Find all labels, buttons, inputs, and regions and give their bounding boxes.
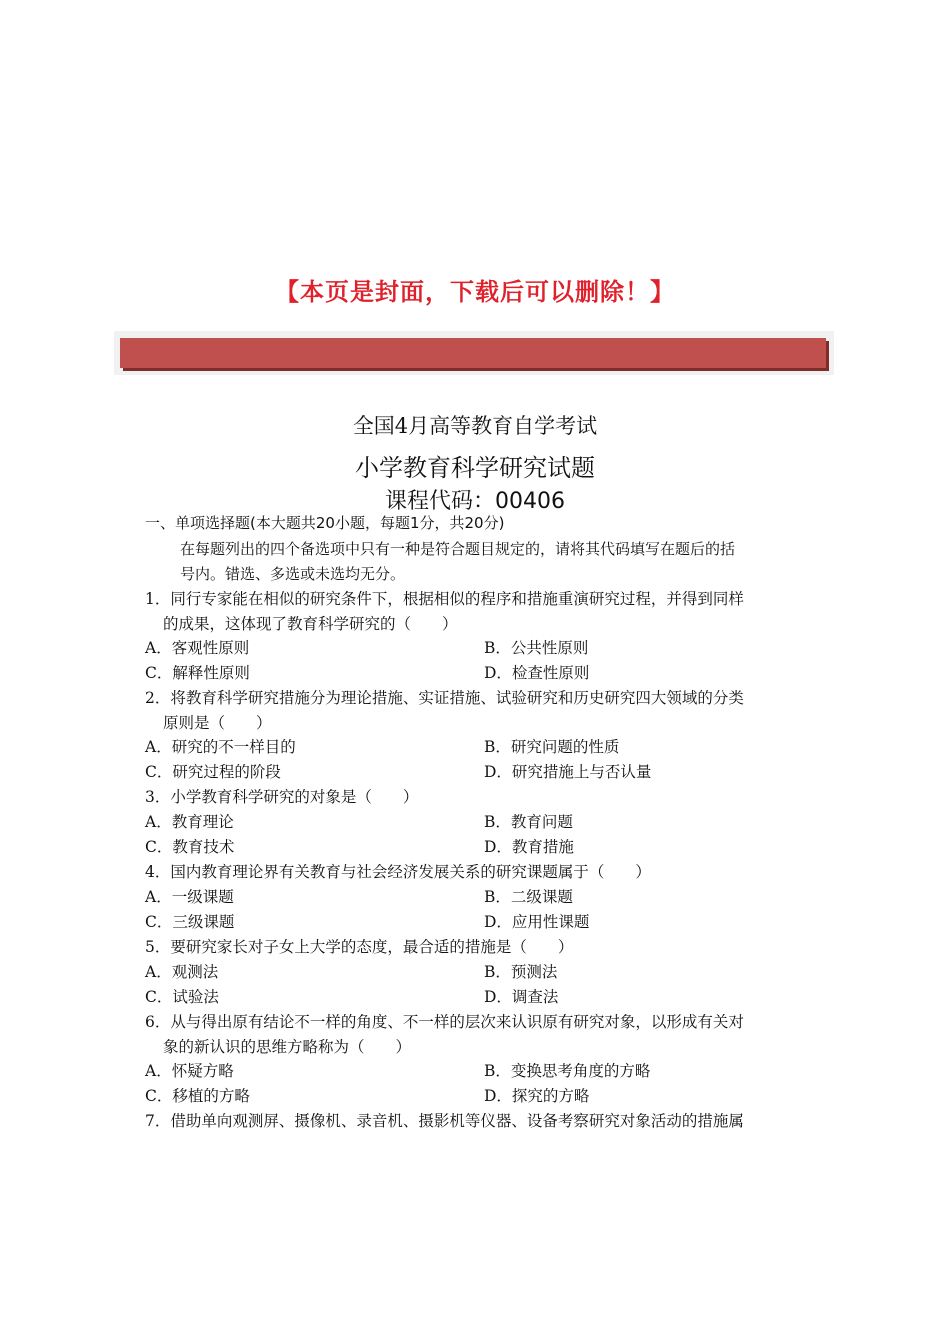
question-1 xyxy=(145,587,810,637)
question-text-cont: 的成果，这体现了教育科学研究的（ ） xyxy=(163,614,458,633)
course-code: 课程代码：00406 xyxy=(385,489,565,514)
option-b: B．二级课题 xyxy=(484,888,573,906)
cover-delete-note: 【本页是封面，下载后可以删除！】 xyxy=(275,278,675,306)
option-c: C．三级课题 xyxy=(145,913,235,931)
option-b: B．研究问题的性质 xyxy=(484,738,620,756)
option-c: C．试验法 xyxy=(145,988,219,1006)
option-b: B．教育问题 xyxy=(484,813,573,831)
option-d: D．调查法 xyxy=(484,988,559,1006)
question-3 xyxy=(145,785,810,810)
option-d: D．研究措施上与否认量 xyxy=(484,763,652,781)
exam-title: 全国4月高等教育自学考试 xyxy=(352,414,598,438)
question-5 xyxy=(145,935,810,960)
question-text: 5．要研究家长对子女上大学的态度，最合适的措施是（ ） xyxy=(145,938,574,956)
option-d: D．检查性原则 xyxy=(484,664,590,682)
option-a: A．观测法 xyxy=(145,963,219,981)
option-c: C．移植的方略 xyxy=(145,1087,250,1105)
option-b: B．公共性原则 xyxy=(484,639,589,657)
option-a: A．怀疑方略 xyxy=(145,1062,234,1080)
question-text-cont: 象的新认识的思维方略称为（ ） xyxy=(163,1037,412,1056)
instruction-line: 号内。错选、多选或未选均无分。 xyxy=(180,565,406,583)
option-c: C．教育技术 xyxy=(145,838,235,856)
option-c: C．解释性原则 xyxy=(145,664,250,682)
section-instruction xyxy=(180,537,810,587)
question-text: 1．同行专家能在相似的研究条件下，根据相似的程序和措施重演研究过程，并得到同样 xyxy=(145,590,744,608)
question-text-cont: 原则是（ ） xyxy=(163,713,272,732)
question-7 xyxy=(145,1109,810,1134)
option-a: A．一级课题 xyxy=(145,888,234,906)
option-b: B．变换思考角度的方略 xyxy=(484,1062,651,1080)
red-banner-bar xyxy=(120,338,826,368)
option-a: A．研究的不一样目的 xyxy=(145,738,296,756)
decorative-banner-frame xyxy=(114,331,834,375)
option-d: D．教育措施 xyxy=(484,838,574,856)
question-text: 7．借助单向观测屏、摄像机、录音机、摄影机等仪器、设备考察研究对象活动的措施属 xyxy=(145,1112,744,1130)
question-text: 2．将教育科学研究措施分为理论措施、实证措施、试验研究和历史研究四大领域的分类 xyxy=(145,689,744,707)
option-c: C．研究过程的阶段 xyxy=(145,763,281,781)
question-text: 6．从与得出原有结论不一样的角度、不一样的层次来认识原有研究对象，以形成有关对 xyxy=(145,1013,744,1031)
option-d: D．应用性课题 xyxy=(484,913,590,931)
question-4 xyxy=(145,860,810,885)
section-heading: 一、单项选择题(本大题共20小题，每题1分，共20分) xyxy=(145,514,505,532)
option-a: A．教育理论 xyxy=(145,813,234,831)
question-6 xyxy=(145,1010,810,1060)
subject-title: 小学教育科学研究试题 xyxy=(355,454,595,482)
question-2 xyxy=(145,686,810,736)
option-b: B．预测法 xyxy=(484,963,558,981)
option-a: A．客观性原则 xyxy=(145,639,250,657)
question-text: 3．小学教育科学研究的对象是（ ） xyxy=(145,788,419,806)
option-d: D．探究的方略 xyxy=(484,1087,590,1105)
question-text: 4．国内教育理论界有关教育与社会经济发展关系的研究课题属于（ ） xyxy=(145,863,651,881)
instruction-line: 在每题列出的四个备选项中只有一种是符合题目规定的，请将其代码填写在题后的括 xyxy=(180,540,736,558)
